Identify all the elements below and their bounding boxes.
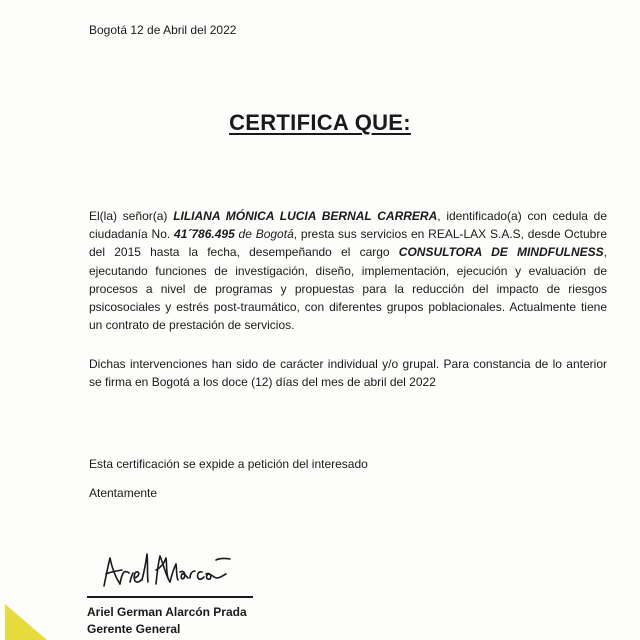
id-number: 41´786.495: [174, 227, 235, 242]
title-text: CERTIFICA QUE:: [229, 110, 411, 135]
job-position: CONSULTORA DE MINDFULNESS: [398, 245, 604, 260]
id-origin: de Bogotá: [234, 227, 294, 242]
certification-paragraph: [89, 207, 607, 334]
employment-details: , presta sus servicios en REAL-LAX S.A.S, desde Octubre del 2015 hasta la fecha, desempeñando el cargo: [89, 227, 607, 260]
signature-line: [87, 596, 253, 598]
signer-role: Gerente General: [87, 622, 181, 636]
id-intro: , identificado(a) con cedula de ciudadanía No.: [89, 209, 608, 242]
handwritten-signature: [100, 548, 240, 594]
closing-salutation: Atentamente: [89, 486, 158, 500]
yellow-corner-mark: [5, 604, 47, 640]
signer-name: Ariel German Alarcón Prada: [87, 605, 247, 619]
date-line: Bogotá 12 de Abril del 2022: [89, 23, 237, 37]
petition-note: Esta certificación se expide a petición del interesado: [89, 457, 368, 471]
attestation-paragraph: Dichas intervenciones han sido de carácter individual y/o grupal. Para constancia de lo anterior se firma en Bogotá a los doce (12) días del mes de abril del 2022: [89, 357, 607, 390]
document-title: [0, 110, 640, 136]
paragraph-prefix: El(la) señor(a): [89, 209, 174, 223]
duties-text: , ejecutando funciones de investigación, diseño, implementación, ejecución y evaluación de procesos a nivel de programas y propuestas para la reducción del impacto de riesgos psicosociales y estrés post-traumático, con diferentes grupos poblacionales. Actualmente tiene un contrato de prestación de servicios.: [89, 245, 607, 333]
person-name: LILIANA MÓNICA LUCIA BERNAL CARRERA: [173, 209, 438, 223]
